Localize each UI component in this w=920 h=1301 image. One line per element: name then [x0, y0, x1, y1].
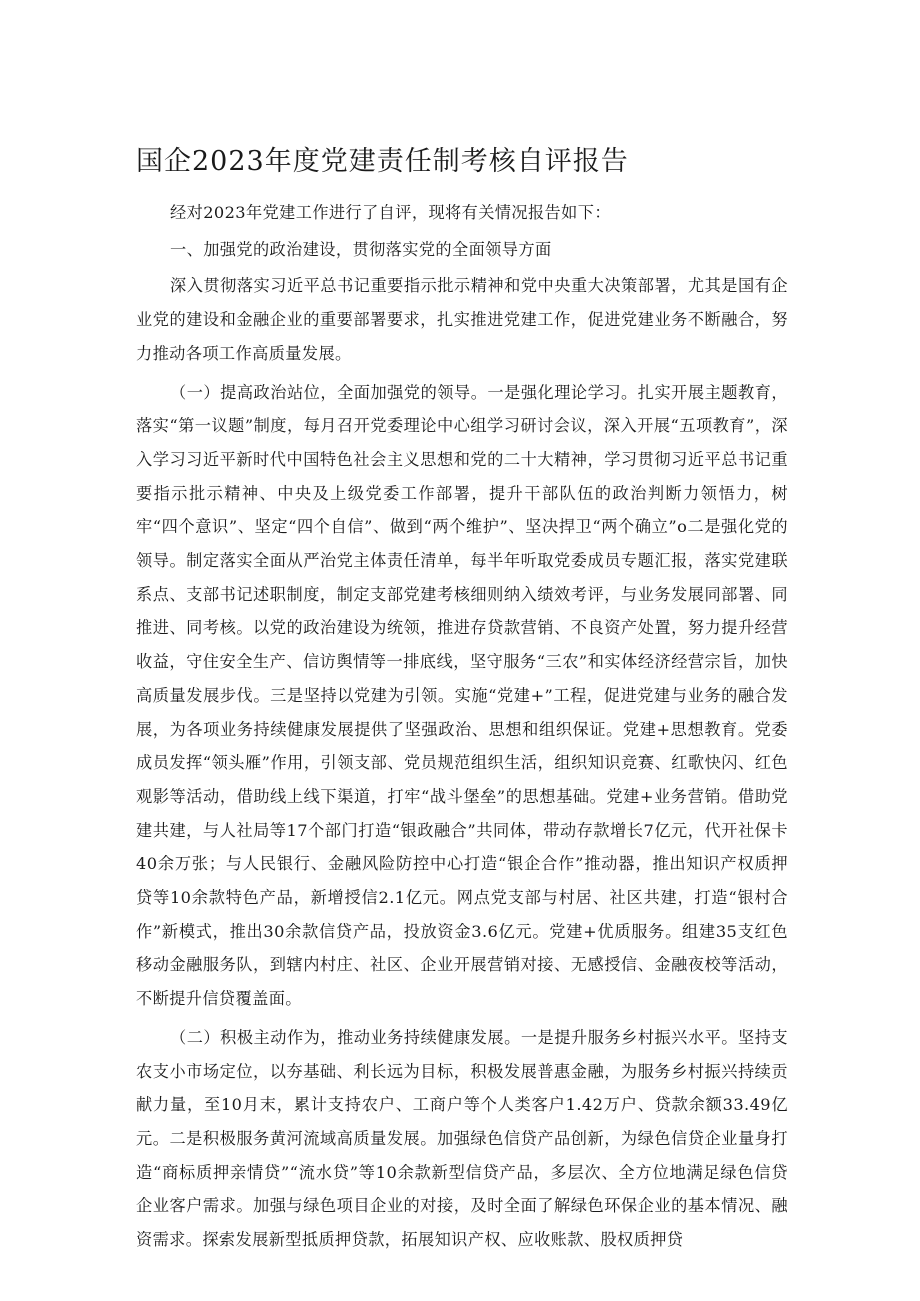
- paragraph-overview: 深入贯彻落实习近平总书记重要指示批示精神和党中央重大决策部署，尤其是国有企业党的建设和金融企业的重要部署要求，扎实推进党建工作，促进党建业务不断融合，努力推动各项工作高质量发展。: [136, 276, 788, 363]
- section-heading-1: 一、加强党的政治建设，贯彻落实党的全面领导方面: [170, 239, 552, 259]
- paragraph-intro: 经对2023年党建工作进行了自评，现将有关情况报告如下：: [170, 203, 611, 222]
- paragraph-subsection-2: （二）积极主动作为，推动业务持续健康发展。一是提升服务乡村振兴水平。坚持支农支小市场定位，以夯基础、利长远为目标，积极发展普惠金融，为服务乡村振兴持续贡献力量，至10月末，累计支持农户、工商户等个人类客户1.42万户、贷款余额33.49亿元。二是积极服务黄河流域高质量发展。加强绿色信贷产品创新，为绿色信贷企业量身打造“商标质押亲情贷”“流水贷”等10余款新型信贷产品，多层次、全方位地满足绿色信贷企业客户需求。加强与绿色项目企业的对接，及时全面了解绿色环保企业的基本情况、融资需求。探索发展新型抵质押贷款，拓展知识产权、应收账款、股权质押贷: [136, 1027, 788, 1250]
- paragraph-subsection-1: （一）提高政治站位，全面加强党的领导。一是强化理论学习。扎实开展主题教育，落实“第一议题”制度，每月召开党委理论中心组学习研讨会议，深入开展“五项教育”，深入学习习近平新时代中国特色社会主义思想和党的二十大精神，学习贯彻习近平总书记重要指示批示精神、中央及上级党委工作部署，提升干部队伍的政治判断力领悟力，树牢“四个意识”、坚定“四个自信”、做到“两个维护”、坚决捍卫“两个确立”o二是强化党的领导。制定落实全面从严治党主体责任清单，每半年听取党委成员专题汇报，落实党建联系点、支部书记述职制度，制定支部党建考核细则纳入绩效考评，与业务发展同部署、同推进、同考核。以党的政治建设为统领，推进存贷款营销、不良资产处置，努力提升经营收益，守住安全生产、信访舆情等一排底线，坚守服务“三农”和实体经济经营宗旨，加快高质量发展步伐。三是坚持以党建为引领。实施“党建+”工程，促进党建与业务的融合发展，为各项业务持续健康发展提供了坚强政治、思想和组织保证。党建+思想教育。党委成员发挥“领头雁”作用，引领支部、党员规范组织生活，组织知识竞赛、红歌快闪、红色观影等活动，借助线上线下渠道，打牢“战斗堡垒”的思想基础。党建+业务营销。借助党建共建，与人社局等17个部门打造“银政融合”共同体，带动存款增长7亿元，代开社保卡40余万张；与人民银行、金融风险防控中心打造“银企合作”推动器，推出知识产权质押贷等10余款特色产品，新增授信2.1亿元。网点党支部与村居、社区共建，打造“银村合作”新模式，推出30余款信贷产品，投放资金3.6亿元。党建+优质服务。组建35支红色移动金融服务队，到辖内村庄、社区、企业开展营销对接、无感授信、金融夜校等活动，不断提升信贷覆盖面。: [136, 382, 788, 1009]
- document-title: 国企2023年度党建责任制考核自评报告: [136, 146, 629, 177]
- document-body: [136, 196, 788, 1257]
